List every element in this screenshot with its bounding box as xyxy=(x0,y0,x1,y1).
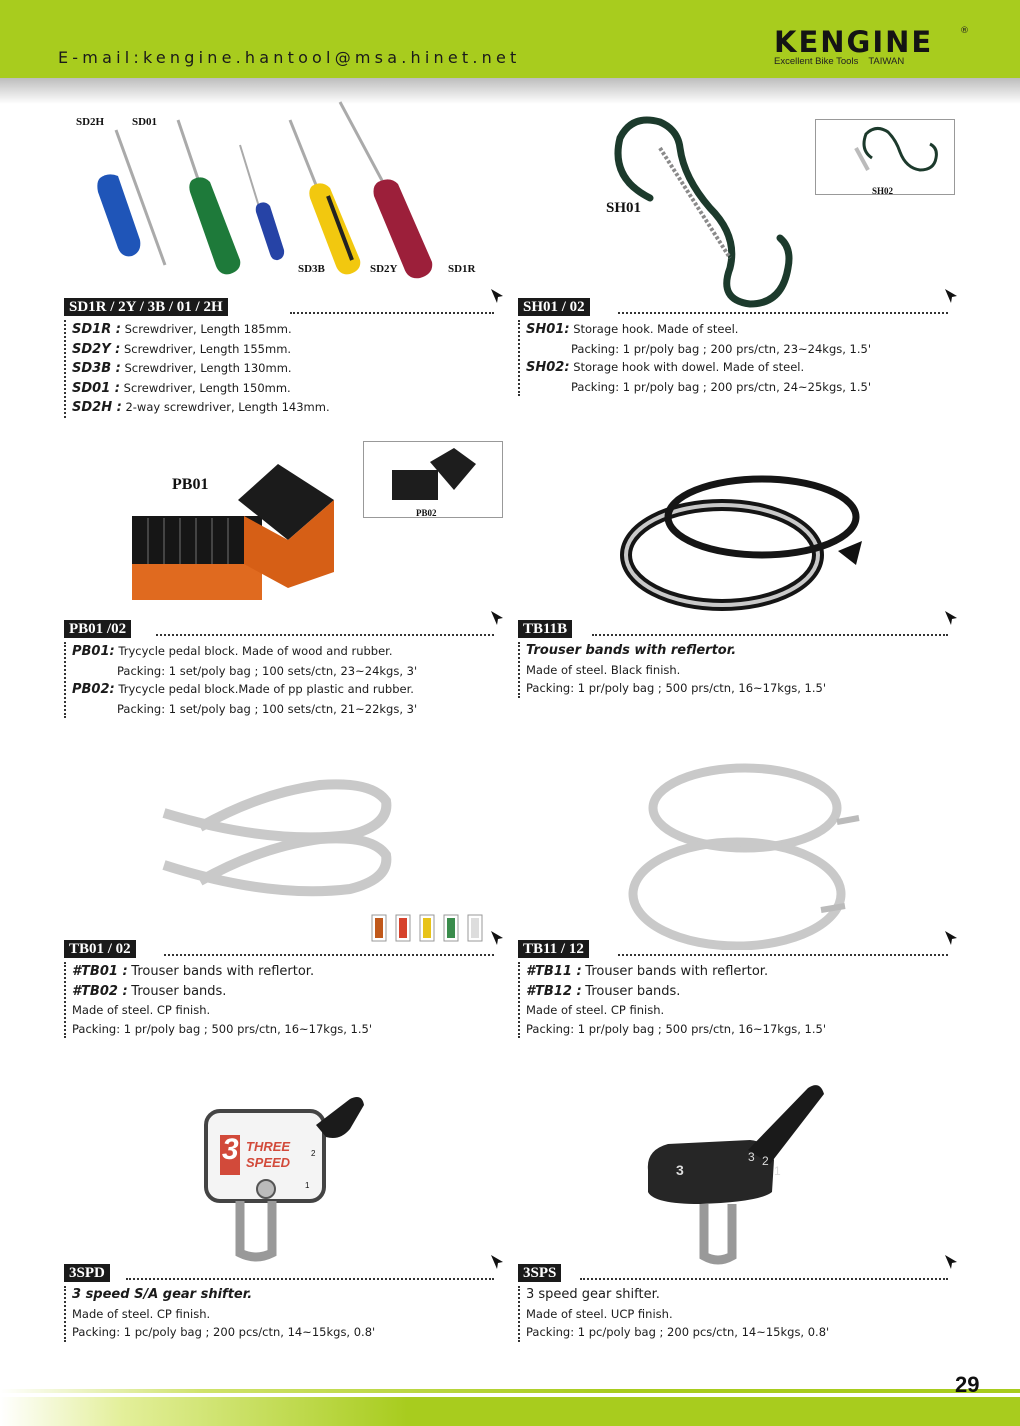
spec-row xyxy=(72,982,372,1002)
spec-value: Screwdriver, Length 185mm. xyxy=(124,322,292,336)
spec-row xyxy=(526,982,826,1002)
spec-value: Trouser bands. xyxy=(585,983,681,999)
spec-row xyxy=(72,340,330,360)
registered-mark: ® xyxy=(960,26,969,36)
cursor-arrow-icon xyxy=(944,288,958,306)
label-pb01: PB01 xyxy=(172,476,209,493)
chrome-trouser-bands-image xyxy=(150,775,510,945)
shifter-word-three: THREE xyxy=(246,1139,291,1154)
packing-row: Packing: 1 pc/poly bag ; 200 pcs/ctn, 14~15kgs, 0.8' xyxy=(526,1325,830,1339)
tb11b-illustration xyxy=(612,455,872,615)
label-sd2y: SD2Y xyxy=(370,263,398,275)
product-tb11b xyxy=(518,620,958,710)
spec-value: Trycycle pedal block.Made of pp plastic and rubber. xyxy=(118,682,414,696)
finish-row: Made of steel. Black finish. xyxy=(526,662,681,677)
product-description xyxy=(64,320,330,418)
cursor-arrow-icon xyxy=(490,1254,504,1272)
cursor-arrow-icon xyxy=(944,1254,958,1272)
product-code-row xyxy=(64,620,504,642)
product-pb xyxy=(64,620,504,726)
black-trouser-bands-image xyxy=(612,455,872,615)
product-code-row xyxy=(518,1264,958,1286)
shifter-word-speed: SPEED xyxy=(246,1155,291,1170)
product-code-row xyxy=(64,1264,504,1286)
product-code: 3SPD xyxy=(64,1264,110,1282)
shifter-gear-2: 2 xyxy=(311,1149,316,1158)
spec-key: #TB12 : xyxy=(526,983,582,999)
packing-row: Packing: 1 set/poly bag ; 100 sets/ctn, 23~24kgs, 3' xyxy=(117,663,418,678)
product-code-row xyxy=(518,620,958,642)
spec-value: Screwdriver, Length 150mm. xyxy=(123,380,291,395)
spec-value: Storage hook with dowel. Made of steel. xyxy=(573,360,805,374)
spec-key: SD2H : xyxy=(72,400,122,415)
footer-line xyxy=(0,1389,1020,1393)
product-code: SD1R / 2Y / 3B / 01 / 2H xyxy=(64,298,228,316)
spec-value: Screwdriver, Length 155mm. xyxy=(124,341,292,356)
product-sd xyxy=(64,298,504,415)
packing-row: Packing: 1 pr/poly bag ; 500 prs/ctn, 16~17kgs, 1.5' xyxy=(526,681,827,695)
product-code-row xyxy=(518,940,958,962)
product-description xyxy=(64,962,372,1038)
spec-key: SD3B : xyxy=(72,361,121,376)
pedal-block-illustration xyxy=(128,460,368,610)
shifter-gear-2: 2 xyxy=(762,1154,769,1168)
product-tb01 xyxy=(64,940,504,1052)
spec-value: Trycycle pedal block. Made of wood and rubber. xyxy=(118,644,393,658)
screwdrivers-image xyxy=(60,100,500,290)
chrome-trouser-bands-pair-image xyxy=(625,760,865,950)
packing-row: Packing: 1 pr/poly bag ; 500 prs/ctn, 16~17kgs, 1.5' xyxy=(526,1021,827,1036)
dotted-rule xyxy=(580,1278,948,1280)
spec-row xyxy=(72,320,330,340)
spec-row xyxy=(72,642,417,662)
product-tb11 xyxy=(518,940,958,1052)
spec-value: Trouser bands with reflertor. xyxy=(131,964,315,979)
product-headline: Trouser bands with reflertor. xyxy=(526,643,737,658)
label-sd2h: SD2H xyxy=(76,116,105,128)
spec-key: #TB02 : xyxy=(72,983,128,999)
spec-key: PB02: xyxy=(72,682,115,697)
packing-row: Packing: 1 pc/poly bag ; 200 pcs/ctn, 14~15kgs, 0.8' xyxy=(72,1325,376,1339)
finish-row: Made of steel. CP finish. xyxy=(72,1306,211,1321)
packing-row: Packing: 1 pr/poly bag ; 500 prs/ctn, 16~17kgs, 1.5' xyxy=(72,1021,373,1036)
product-description xyxy=(518,320,871,396)
tb01-illustration xyxy=(150,775,510,945)
page-number: 29 xyxy=(955,1372,980,1397)
product-code: 3SPS xyxy=(518,1264,561,1282)
label-sh01: SH01 xyxy=(606,200,642,216)
spec-key: SH01: xyxy=(526,322,570,337)
packing-row: Packing: 1 pr/poly bag ; 200 prs/ctn, 24~25kgs, 1.5' xyxy=(571,379,872,394)
product-code: TB01 / 02 xyxy=(64,940,136,958)
spec-value: Trouser bands with reflertor. xyxy=(585,964,769,979)
spec-value: Trouser bands. xyxy=(131,983,227,999)
brand-tagline xyxy=(774,56,904,67)
label-sd01: SD01 xyxy=(132,116,158,128)
contact-email[interactable]: E-mail:kengine.hantool@msa.hinet.net xyxy=(58,48,521,67)
product-description xyxy=(518,1286,829,1342)
spec-key: #TB01 : xyxy=(72,964,128,979)
dotted-rule xyxy=(618,312,948,314)
product-code: TB11B xyxy=(518,620,572,638)
cursor-arrow-icon xyxy=(490,930,504,948)
storage-hook-dowel-image xyxy=(816,120,954,180)
packing-row: Packing: 1 set/poly bag ; 100 sets/ctn, 21~22kgs, 3' xyxy=(117,701,418,716)
dotted-rule xyxy=(290,312,494,314)
shifter-gear-1: 1 xyxy=(774,1164,781,1178)
tb11-illustration xyxy=(625,760,865,950)
shifter-big-three: 3 xyxy=(222,1133,239,1166)
spec-key: SD2Y : xyxy=(72,341,121,357)
product-code-row xyxy=(64,298,504,320)
spec-row xyxy=(526,962,826,982)
finish-row: Made of steel. UCP finish. xyxy=(526,1306,673,1321)
packing-row: Packing: 1 pr/poly bag ; 200 prs/ctn, 23~24kgs, 1.5' xyxy=(571,341,872,356)
spec-value: Screwdriver, Length 130mm. xyxy=(124,361,292,375)
brand-name: KENGINE xyxy=(774,25,934,59)
dotted-rule xyxy=(164,954,494,956)
page-footer xyxy=(0,1397,1020,1426)
product-code: TB11 / 12 xyxy=(518,940,589,958)
3sps-illustration xyxy=(640,1080,840,1270)
storage-hook-illustration xyxy=(600,108,810,308)
label-sd1r: SD1R xyxy=(448,263,476,275)
spec-row xyxy=(526,320,871,340)
spec-key: SD1R : xyxy=(72,322,121,337)
page-header xyxy=(0,0,1020,78)
dotted-rule xyxy=(618,954,948,956)
shifter-icon-3: 3 xyxy=(676,1162,684,1178)
label-sd3b: SD3B xyxy=(298,263,325,275)
label-sh02: SH02 xyxy=(872,186,894,196)
spec-row xyxy=(72,680,417,700)
shifter-gear-1: 1 xyxy=(305,1181,310,1190)
pedal-blocks-image xyxy=(128,460,368,610)
finish-row: Made of steel. CP finish. xyxy=(72,1003,211,1017)
brand-logo xyxy=(772,26,968,70)
cursor-arrow-icon xyxy=(490,288,504,306)
sh02-inset xyxy=(815,119,955,195)
product-code-row xyxy=(64,940,504,962)
spec-row xyxy=(72,379,330,399)
dotted-rule xyxy=(592,634,948,636)
black-three-speed-shifter-image xyxy=(640,1080,840,1270)
product-code: SH01 / 02 xyxy=(518,298,590,316)
spec-row xyxy=(526,358,871,378)
product-description xyxy=(518,962,826,1038)
product-description xyxy=(64,642,417,718)
product-code: PB01 /02 xyxy=(64,620,131,638)
spec-value: Storage hook. Made of steel. xyxy=(573,322,739,336)
dotted-rule xyxy=(126,1278,494,1280)
product-code-row xyxy=(518,298,958,320)
product-description xyxy=(64,1286,375,1342)
tagline-text: Excellent Bike Tools xyxy=(774,56,859,67)
spec-row xyxy=(72,398,330,418)
tagline-country: TAIWAN xyxy=(868,56,905,67)
label-pb02: PB02 xyxy=(416,508,437,518)
spec-key: #TB11 : xyxy=(526,964,582,979)
product-3spd xyxy=(64,1264,504,1358)
spec-key: SH02: xyxy=(526,360,570,375)
spec-row xyxy=(72,962,372,982)
cursor-arrow-icon xyxy=(944,930,958,948)
three-speed-shifter-image xyxy=(200,1085,380,1265)
pb02-inset xyxy=(363,441,503,518)
product-description xyxy=(518,642,826,698)
product-sh xyxy=(518,298,958,410)
3spd-illustration xyxy=(200,1085,380,1265)
spec-row xyxy=(72,359,330,379)
spec-key: PB01: xyxy=(72,644,115,659)
plastic-pedal-blocks-image xyxy=(364,442,502,504)
cursor-arrow-icon xyxy=(490,610,504,628)
product-headline: 3 speed S/A gear shifter. xyxy=(72,1287,253,1302)
shifter-gear-3: 3 xyxy=(748,1150,755,1164)
screwdriver-illustration xyxy=(60,100,500,290)
cursor-arrow-icon xyxy=(944,610,958,628)
dotted-rule xyxy=(156,634,494,636)
finish-row: Made of steel. CP finish. xyxy=(526,1003,665,1017)
product-headline: 3 speed gear shifter. xyxy=(526,1287,660,1302)
product-3sps xyxy=(518,1264,958,1358)
spec-value: 2-way screwdriver, Length 143mm. xyxy=(125,400,330,414)
spec-key: SD01 : xyxy=(72,380,120,396)
